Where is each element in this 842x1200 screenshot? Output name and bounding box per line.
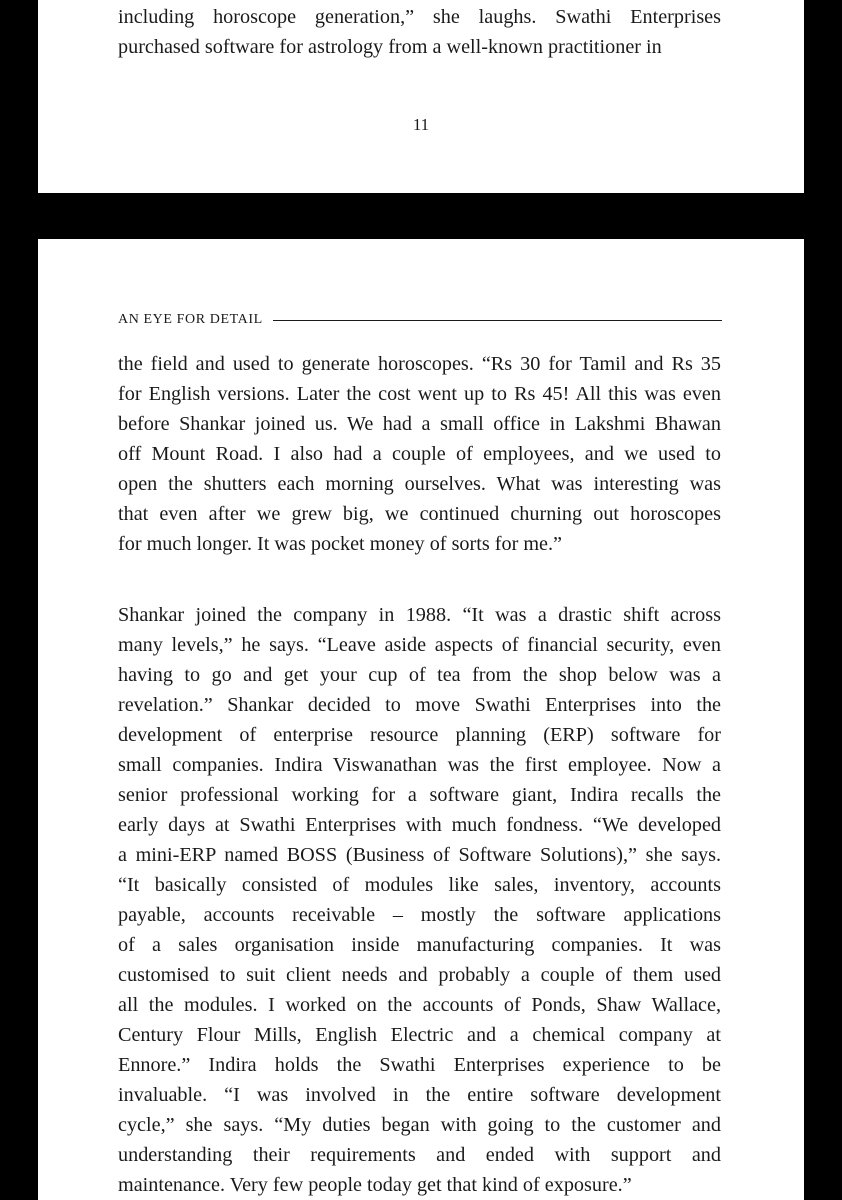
text-line: revelation.” Shankar decided to move Swathi Enterprises into the — [118, 694, 721, 716]
page-number: 11 — [412, 115, 430, 134]
book-page-bottom — [38, 239, 804, 1200]
top-page-text — [118, 2, 721, 62]
text-line: invaluable. “I was involved in the entire software development — [118, 1084, 721, 1106]
text-line: open the shutters each morning ourselves. What was interesting was — [118, 473, 721, 495]
text-line: understanding their requirements and ended with support and — [118, 1144, 721, 1166]
text-line: having to go and get your cup of tea from the shop below was a — [118, 664, 721, 686]
paragraph-1 — [118, 349, 721, 559]
text-line: for much longer. It was pocket money of sorts for me.” — [118, 533, 563, 555]
text-line: cycle,” she says. “My duties began with going to the customer and — [118, 1114, 721, 1136]
text-line: many levels,” he says. “Leave aside aspects of financial security, even — [118, 634, 721, 656]
text-line: that even after we grew big, we continued churning out horoscopes — [118, 503, 721, 525]
text-line: a mini-ERP named BOSS (Business of Software Solutions),” she says. — [118, 844, 721, 866]
text-line: small companies. Indira Viswanathan was the first employee. Now a — [118, 754, 721, 776]
text-line: all the modules. I worked on the accounts of Ponds, Shaw Wallace, — [118, 994, 721, 1016]
text-line: development of enterprise resource planning (ERP) software for — [118, 724, 721, 746]
text-line: payable, accounts receivable – mostly the software applications — [118, 904, 721, 926]
running-head-rule — [273, 320, 722, 321]
text-line: customised to suit client needs and probably a couple of them used — [118, 964, 721, 986]
text-line: “It basically consisted of modules like sales, inventory, accounts — [118, 874, 721, 896]
text-line: of a sales organisation inside manufacturing companies. It was — [118, 934, 721, 956]
text-line: the field and used to generate horoscopes. “Rs 30 for Tamil and Rs 35 — [118, 353, 721, 375]
running-head-title: AN EYE FOR DETAIL — [118, 312, 263, 327]
book-page-top — [38, 0, 804, 193]
text-line: before Shankar joined us. We had a small office in Lakshmi Bhawan — [118, 413, 721, 435]
text-line: off Mount Road. I also had a couple of employees, and we used to — [118, 443, 721, 465]
text-line: for English versions. Later the cost went up to Rs 45! All this was even — [118, 383, 721, 405]
text-line: Century Flour Mills, English Electric and a chemical company at — [118, 1024, 721, 1046]
running-head — [118, 310, 722, 330]
text-line: early days at Swathi Enterprises with much fondness. “We developed — [118, 814, 721, 836]
text-line: senior professional working for a software giant, Indira recalls the — [118, 784, 721, 806]
text-line: purchased software for astrology from a well-known practitioner in — [118, 36, 662, 58]
text-line: maintenance. Very few people today get that kind of exposure.” — [118, 1174, 632, 1196]
text-line: Shankar joined the company in 1988. “It was a drastic shift across — [118, 604, 721, 626]
text-line: including horoscope generation,” she laughs. Swathi Enterprises — [118, 6, 721, 28]
text-line: Ennore.” Indira holds the Swathi Enterprises experience to be — [118, 1054, 721, 1076]
paragraph-2 — [118, 600, 721, 1200]
